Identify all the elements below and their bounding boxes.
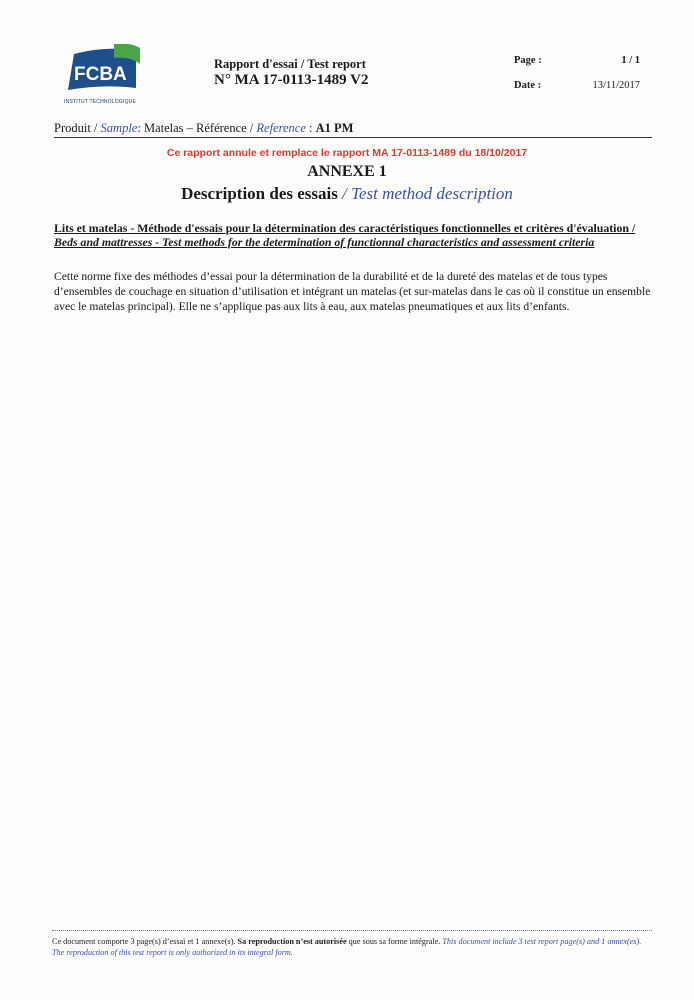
report-number: N° MA 17-0113-1489 V2 (214, 72, 369, 88)
footer-divider (52, 930, 652, 931)
reference-label: Reference (256, 121, 306, 135)
annex-subtitle-sep: / (337, 184, 352, 203)
section-heading (54, 221, 648, 249)
page-value: 1 / 1 (621, 55, 640, 66)
reference-separator: : (305, 121, 316, 135)
annex-subtitle (0, 184, 694, 204)
footer-text-fr: Ce document comporte 3 page(s) d’essai et 1 annexe(s). (52, 937, 238, 946)
report-title: Rapport d'essai / Test report (214, 57, 366, 71)
footer-note (52, 936, 652, 958)
replacement-notice: Ce rapport annule et remplace le rapport MA 17-0113-1489 du 18/10/2017 (166, 147, 528, 159)
produit-label: Produit / (54, 121, 101, 135)
footer-text-fr-end: que sous sa forme intégrale. (346, 937, 443, 946)
page-label: Page : (514, 55, 542, 66)
sample-label: Sample (100, 121, 138, 135)
logo-text: FCBA (74, 64, 127, 85)
fcba-logo-graphic (64, 44, 142, 98)
footer-text-fr-bold: Sa reproduction n’est autorisée (237, 937, 347, 946)
section-heading-en: Beds and mattresses - Test methods for the determination of functionnal characteristics and assessment criteria (54, 235, 595, 249)
product-value: : Matelas – Référence / (137, 121, 257, 135)
reference-code: A1 PM (315, 121, 354, 135)
section-heading-fr: Lits et matelas - Méthode d'essais pour la détermination des caractéristiques fonctionnelles et critères d'évaluation / (54, 221, 636, 235)
annex-subtitle-fr: Description des essais (181, 184, 338, 203)
date-label: Date : (514, 80, 542, 91)
footer-text-en: This document include 3 test report page(s) and 1 annex(es). The reproduction of this test report is only authorized in its integral form. (52, 937, 642, 957)
logo-subtitle: INSTITUT TECHNOLOGIQUE (64, 99, 137, 105)
annex-subtitle-en: Test method description (351, 184, 513, 203)
fcba-logo (64, 44, 142, 106)
sample-line (54, 121, 353, 136)
section-body: Cette norme fixe des méthodes d’essai pour la détermination de la durabilité et de la dureté des matelas et de tous types d’ensembles de couchage en situation d’utilisation et intégrant un matelas (et sur-matelas dans le cas où il constitue un ensemble avec le matelas principal). Elle ne s’applique pas aux lits à eau, aux matelas pneumatiques et aux lits d’enfants. (54, 270, 651, 314)
date-value: 13/11/2017 (592, 80, 640, 91)
annex-title: ANNEXE 1 (307, 163, 387, 180)
header-divider (54, 137, 652, 138)
